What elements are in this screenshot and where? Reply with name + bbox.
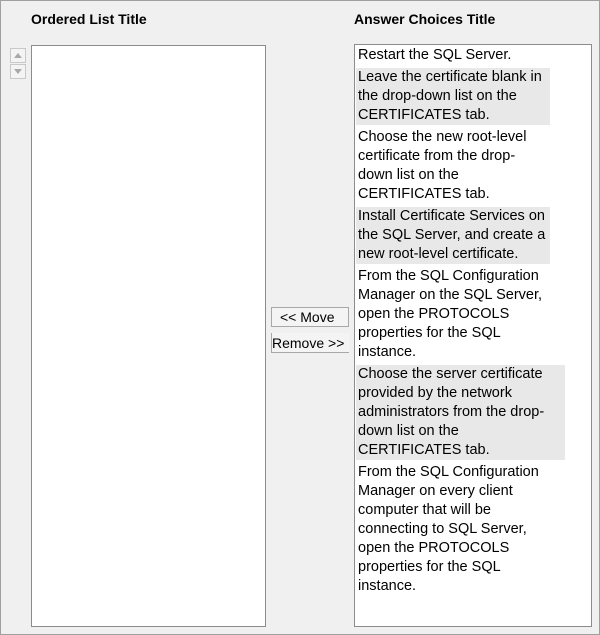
answer-choice-item[interactable]: From the SQL Configuration Manager on the SQL Server, open the PROTOCOLS properties for the SQL instance.	[358, 268, 543, 360]
answer-choice-item[interactable]: Choose the server certificate provided by the network administrators from the drop-down list on the CERTIFICATES tab.	[356, 365, 565, 460]
triangle-down-icon	[14, 69, 22, 74]
ordered-list-box[interactable]	[31, 45, 266, 627]
answer-choices-title: Answer Choices Title	[354, 11, 496, 27]
answer-choice-item[interactable]: From the SQL Configuration Manager on every client computer that will be connecting to SQL Server, open the PROTOCOLS properties for the SQL instance.	[358, 464, 539, 594]
answer-choice-item[interactable]: Choose the new root-level certificate from the drop-down list on the CERTIFICATES tab.	[358, 129, 527, 202]
ordered-list-title: Ordered List Title	[31, 11, 147, 27]
answer-choice-item[interactable]: Install Certificate Services on the SQL Server, and create a new root-level certificate.	[356, 207, 550, 264]
remove-button[interactable]: Remove >>	[271, 333, 349, 353]
answer-choices-list[interactable]	[354, 44, 592, 627]
move-button[interactable]: << Move	[271, 307, 349, 327]
answer-choice-item[interactable]: Leave the certificate blank in the drop-down list on the CERTIFICATES tab.	[356, 68, 550, 125]
answer-choice-item[interactable]: Restart the SQL Server.	[358, 47, 512, 63]
move-down-button[interactable]	[10, 64, 26, 79]
triangle-up-icon	[14, 53, 22, 58]
move-up-button[interactable]	[10, 48, 26, 63]
